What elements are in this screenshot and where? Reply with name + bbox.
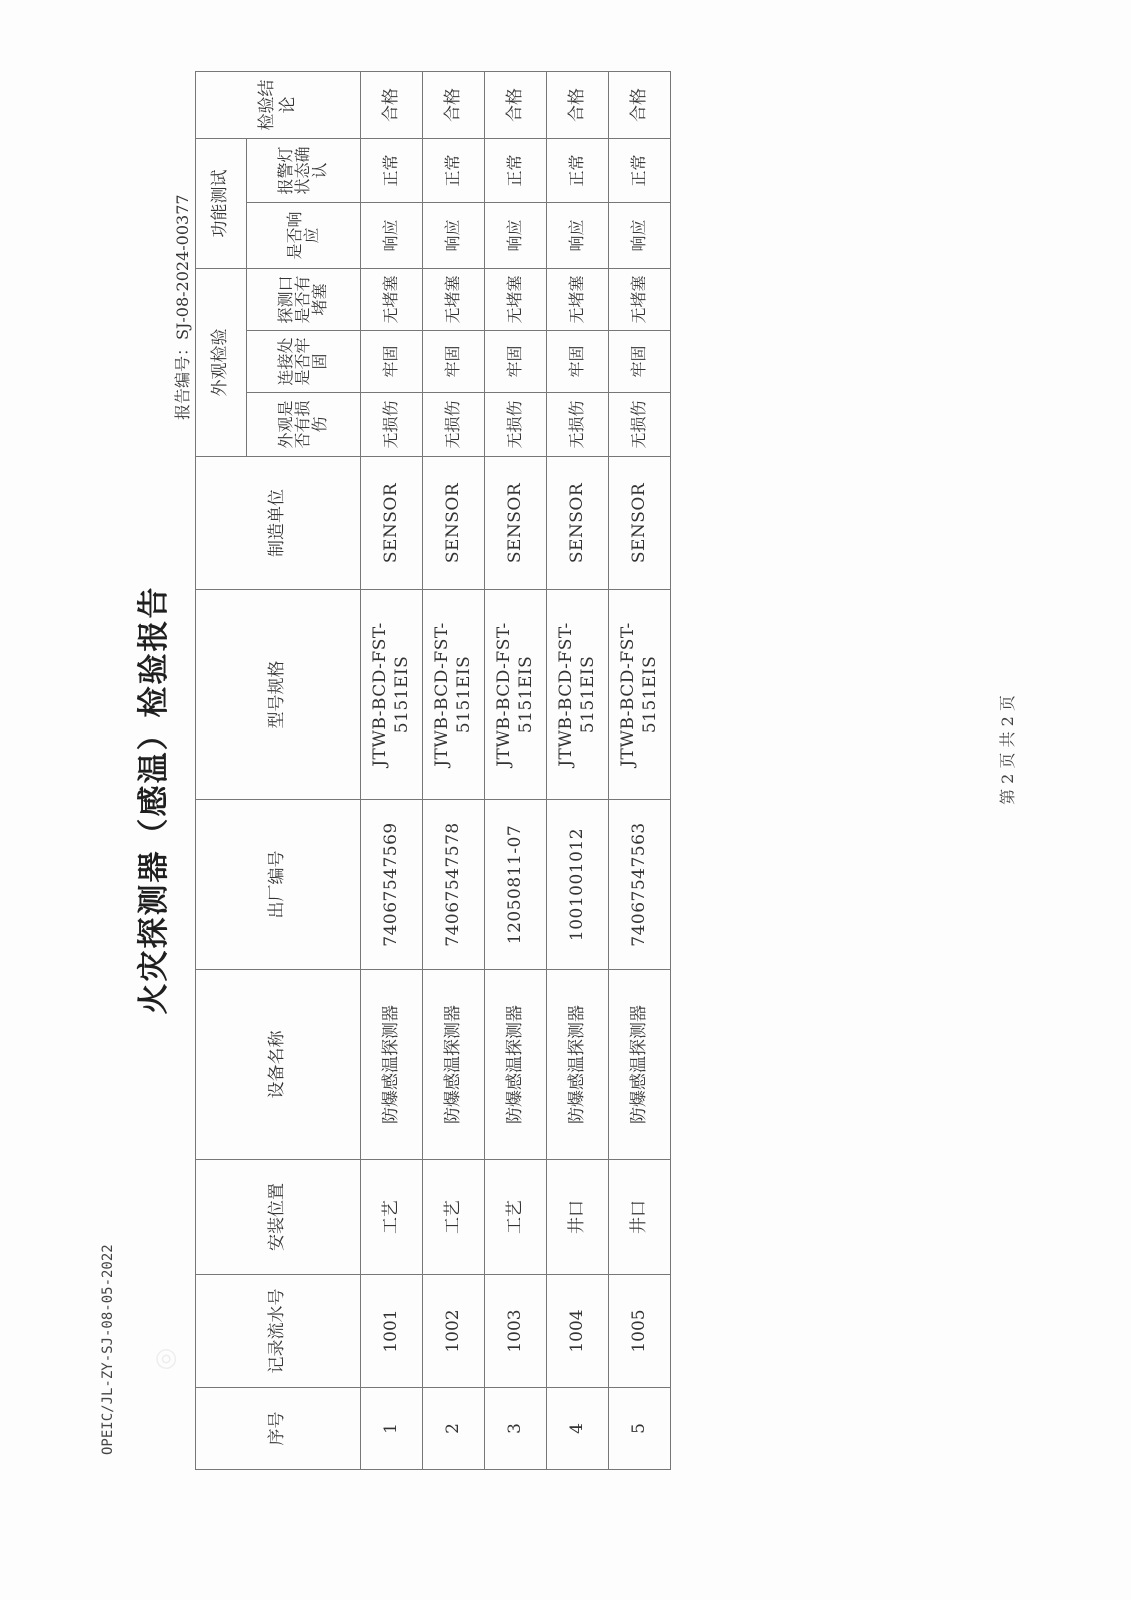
cell-appearance-damage: 无损伤 (609, 393, 671, 457)
form-code: OPEIC/JL-ZY-SJ-08-05-2022 (100, 1244, 116, 1455)
header-appearance-damage: 外观是否有损伤 (247, 393, 361, 457)
cell-record-no: 1004 (547, 1275, 609, 1388)
cell-manufacturer: SENSOR (547, 457, 609, 590)
cell-alarm-light: 正常 (547, 138, 609, 202)
table-row (361, 71, 423, 1469)
cell-location: 井口 (609, 1160, 671, 1275)
cell-record-no: 1002 (423, 1275, 485, 1388)
cell-seq: 1 (361, 1388, 423, 1470)
header-response: 是否响应 (247, 202, 361, 268)
cell-location: 工艺 (485, 1160, 547, 1275)
inspection-table (195, 71, 671, 1470)
cell-serial-no: 74067547563 (609, 800, 671, 970)
header-device-name: 设备名称 (196, 970, 361, 1160)
cell-alarm-light: 正常 (361, 138, 423, 202)
cell-response: 响应 (609, 202, 671, 268)
header-serial-no: 出厂编号 (196, 800, 361, 970)
cell-model: JTWB-BCD-FST-5151EIS (423, 590, 485, 800)
header-manufacturer: 制造单位 (196, 457, 361, 590)
cell-conclusion: 合格 (423, 71, 485, 138)
header-probe-blocked: 探测口是否有堵塞 (247, 268, 361, 330)
cell-serial-no: 1001001012 (547, 800, 609, 970)
cell-record-no: 1003 (485, 1275, 547, 1388)
cell-serial-no: 12050811-07 (485, 800, 547, 970)
cell-alarm-light: 正常 (485, 138, 547, 202)
cell-seq: 3 (485, 1388, 547, 1470)
cell-device-name: 防爆感温探测器 (609, 970, 671, 1160)
cell-location: 工艺 (361, 1160, 423, 1275)
cell-appearance-damage: 无损伤 (423, 393, 485, 457)
watermark-seal: ◎ (147, 1343, 183, 1375)
header-appearance-group: 外观检验 (196, 268, 247, 456)
cell-appearance-damage: 无损伤 (485, 393, 547, 457)
cell-appearance-damage: 无损伤 (547, 393, 609, 457)
header-conclusion: 检验结论 (196, 71, 361, 138)
cell-conclusion: 合格 (361, 71, 423, 138)
cell-model: JTWB-BCD-FST-5151EIS (485, 590, 547, 800)
cell-response: 响应 (423, 202, 485, 268)
cell-conclusion: 合格 (547, 71, 609, 138)
cell-device-name: 防爆感温探测器 (361, 970, 423, 1160)
cell-manufacturer: SENSOR (423, 457, 485, 590)
cell-connection-secure: 牢固 (361, 331, 423, 393)
cell-probe-blocked: 无堵塞 (423, 268, 485, 330)
report-number: 报告编号：SJ-08-2024-00377 (173, 194, 192, 420)
cell-alarm-light: 正常 (423, 138, 485, 202)
cell-connection-secure: 牢固 (609, 331, 671, 393)
header-location: 安装位置 (196, 1160, 361, 1275)
cell-location: 工艺 (423, 1160, 485, 1275)
cell-response: 响应 (361, 202, 423, 268)
header-connection-secure: 连接处是否牢固 (247, 331, 361, 393)
cell-record-no: 1001 (361, 1275, 423, 1388)
cell-probe-blocked: 无堵塞 (485, 268, 547, 330)
cell-model: JTWB-BCD-FST-5151EIS (547, 590, 609, 800)
cell-manufacturer: SENSOR (485, 457, 547, 590)
table-row (609, 71, 671, 1469)
cell-device-name: 防爆感温探测器 (423, 970, 485, 1160)
page-footer: 第 2 页 共 2 页 (998, 695, 1017, 805)
cell-connection-secure: 牢固 (485, 331, 547, 393)
document-title: 火灾探测器（感温）检验报告 (136, 585, 172, 1015)
header-model: 型号规格 (196, 590, 361, 800)
header-seq: 序号 (196, 1388, 361, 1470)
cell-model: JTWB-BCD-FST-5151EIS (361, 590, 423, 800)
cell-serial-no: 74067547569 (361, 800, 423, 970)
cell-probe-blocked: 无堵塞 (547, 268, 609, 330)
cell-model: JTWB-BCD-FST-5151EIS (609, 590, 671, 800)
cell-record-no: 1005 (609, 1275, 671, 1388)
cell-appearance-damage: 无损伤 (361, 393, 423, 457)
cell-device-name: 防爆感温探测器 (485, 970, 547, 1160)
cell-connection-secure: 牢固 (547, 331, 609, 393)
cell-response: 响应 (547, 202, 609, 268)
cell-device-name: 防爆感温探测器 (547, 970, 609, 1160)
cell-manufacturer: SENSOR (609, 457, 671, 590)
cell-probe-blocked: 无堵塞 (609, 268, 671, 330)
table-row (547, 71, 609, 1469)
cell-location: 井口 (547, 1160, 609, 1275)
cell-manufacturer: SENSOR (361, 457, 423, 590)
header-alarm-light: 报警灯状态确认 (247, 138, 361, 202)
table-row (423, 71, 485, 1469)
cell-seq: 2 (423, 1388, 485, 1470)
cell-alarm-light: 正常 (609, 138, 671, 202)
table-row (485, 71, 547, 1469)
cell-conclusion: 合格 (485, 71, 547, 138)
header-record-no: 记录流水号 (196, 1275, 361, 1388)
cell-response: 响应 (485, 202, 547, 268)
cell-seq: 5 (609, 1388, 671, 1470)
header-function-group: 功能测试 (196, 138, 247, 268)
cell-seq: 4 (547, 1388, 609, 1470)
cell-serial-no: 74067547578 (423, 800, 485, 970)
cell-connection-secure: 牢固 (423, 331, 485, 393)
cell-conclusion: 合格 (609, 71, 671, 138)
cell-probe-blocked: 无堵塞 (361, 268, 423, 330)
